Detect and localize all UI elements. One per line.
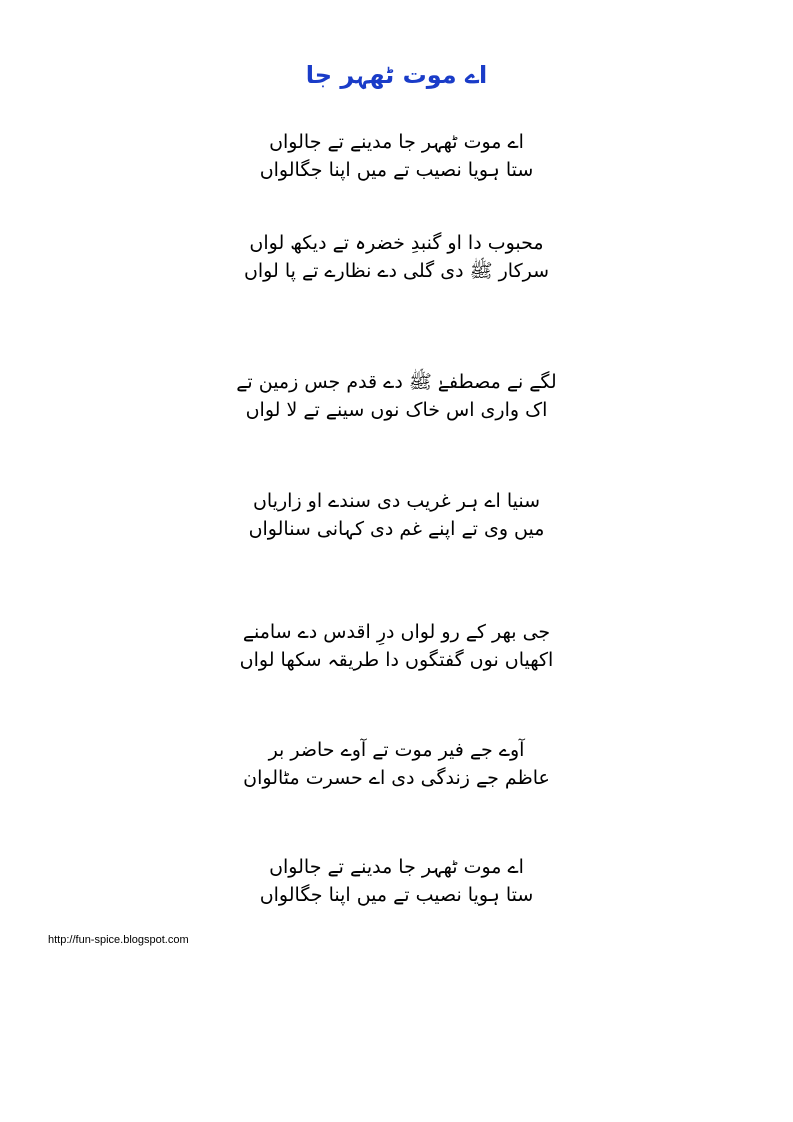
stanza-4 bbox=[0, 487, 793, 543]
poem-line: اے موت ٹھہر جا مدینے تے جالواں bbox=[269, 131, 524, 153]
poem-line: آوے جے فیر موت تے آوے حاضر بر bbox=[268, 739, 525, 761]
poem-line: ستا ہویا نصیب تے میں اپنا جگالواں bbox=[259, 884, 534, 906]
poem-line: اکھیاں نوں گفتگوں دا طریقہ سکھا لواں bbox=[239, 649, 554, 671]
poem-line: سرکار ﷺ دی گلی دے نظارے تے پا لواں bbox=[243, 260, 550, 282]
poem-line: محبوب دا او گنبدِ خضرہ تے دیکھ لواں bbox=[249, 232, 544, 254]
stanza-5 bbox=[0, 618, 793, 674]
poem-line: سنیا اے ہر غریب دی سندے او زاریاں bbox=[252, 490, 541, 512]
stanza-6 bbox=[0, 736, 793, 792]
stanza-2 bbox=[0, 229, 793, 285]
poem-line: جی بھر کے رو لواں درِ اقدس دے سامنے bbox=[242, 621, 551, 643]
poem-line: اک واری اس خاک نوں سینے تے لا لواں bbox=[245, 399, 548, 421]
poem-title: اے موت ٹھہر جا bbox=[305, 61, 488, 89]
source-url: http://fun-spice.blogspot.com bbox=[48, 934, 189, 946]
poem-line: لگے نے مصطفےٰ ﷺ دے قدم جس زمین تے bbox=[236, 371, 557, 393]
poem-line: اے موت ٹھہر جا مدینے تے جالواں bbox=[269, 856, 524, 878]
poem-line: ستا ہویا نصیب تے میں اپنا جگالواں bbox=[259, 159, 534, 181]
stanza-1 bbox=[0, 128, 793, 184]
poem-line: عاظم جے زندگی دی اے حسرت مٹالوان bbox=[243, 767, 550, 789]
stanza-3 bbox=[0, 368, 793, 424]
stanza-7 bbox=[0, 853, 793, 909]
poem-line: میں وی تے اپنے غم دی کہانی سنالواں bbox=[248, 518, 545, 540]
